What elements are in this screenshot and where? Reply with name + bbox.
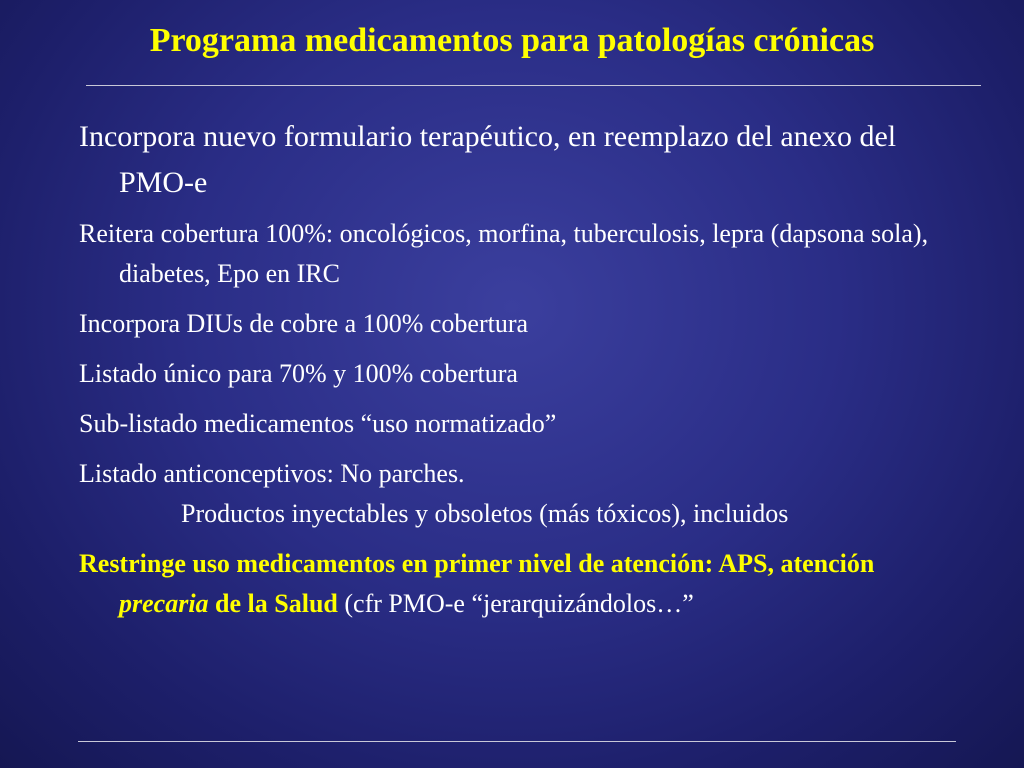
restringe-bold-2: de la Salud <box>208 589 338 618</box>
slide-title: Programa medicamentos para patologías crónicas <box>149 22 875 59</box>
restringe-bold-1: Restringe uso medicamentos en primer nivel de atención: APS, atención <box>79 549 875 578</box>
bullet-cobertura-100: Reitera cobertura 100%: oncológicos, morfina, tuberculosis, lepra (dapsona sola), diabetes, Epo en IRC <box>79 219 929 288</box>
bullet-dius: Incorpora DIUs de cobre a 100% cobertura <box>79 309 529 338</box>
bullet-restringe <box>79 544 959 624</box>
bullet-formulario: Incorpora nuevo formulario terapéutico, en reemplazo del anexo del PMO-e <box>79 120 897 199</box>
bullet-anticonceptivos: Listado anticonceptivos: No parches. <box>79 459 465 488</box>
bullet-listado-unico: Listado único para 70% y 100% cobertura <box>79 359 518 388</box>
title-divider <box>86 85 981 86</box>
restringe-italic: precaria <box>119 589 209 618</box>
bullet-anticonceptivos-continuation: Productos inyectables y obsoletos (más tóxicos), incluidos <box>181 499 789 528</box>
restringe-normal: (cfr PMO-e “jerarquizándolos…” <box>337 589 694 618</box>
footer-divider <box>78 741 956 742</box>
bullet-list <box>79 114 959 634</box>
bullet-sub-listado: Sub-listado medicamentos “uso normatizado” <box>79 409 557 438</box>
